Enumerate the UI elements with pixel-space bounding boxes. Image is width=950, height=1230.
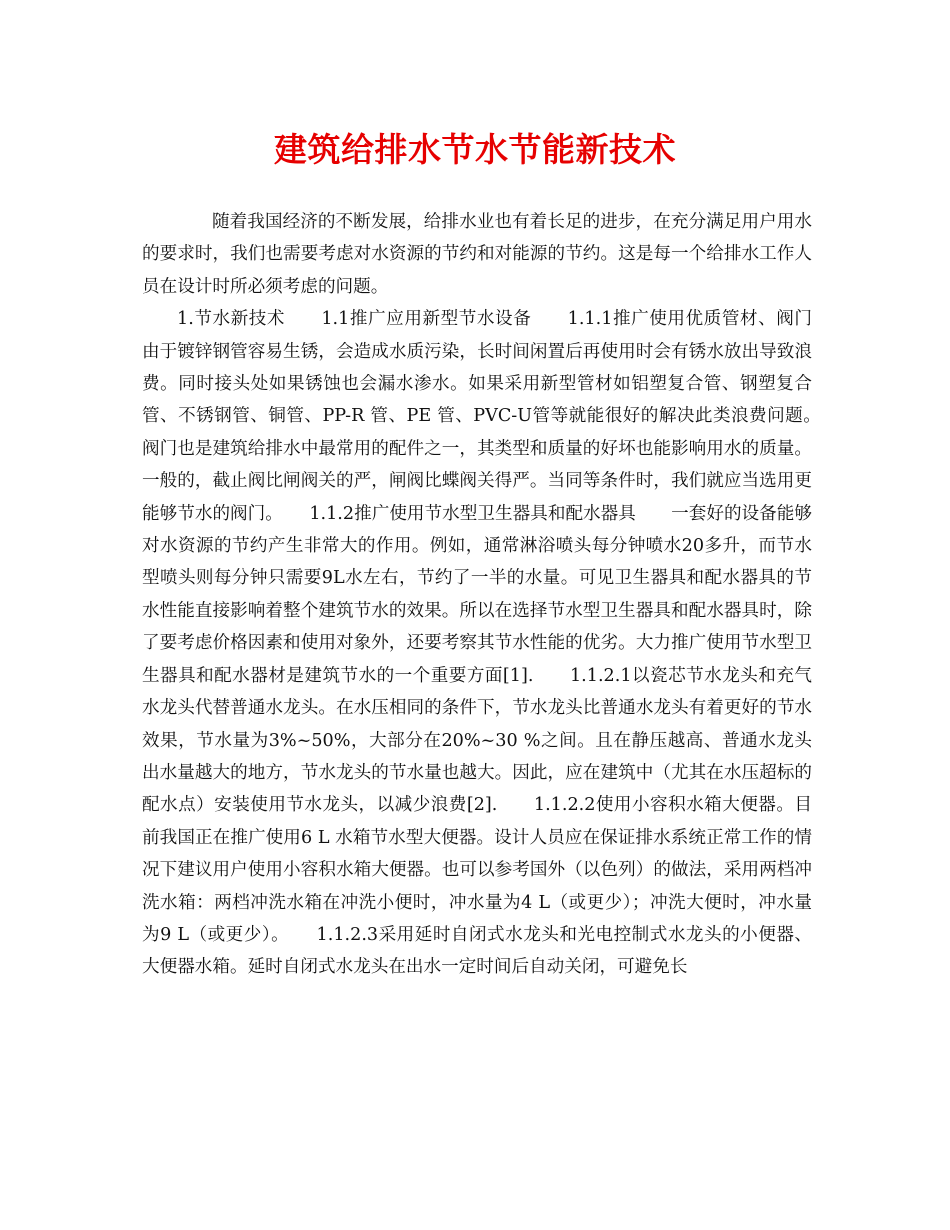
- document-title: 建筑给排水节水节能新技术: [274, 130, 676, 169]
- paragraph-water-saving: 1.节水新技术 1.1推广应用新型节水设备 1.1.1推广使用优质管材、阀门 由于镀锌钢管容易生锈，会造成水质污染，长时间闲置后再使用时会有锈水放出导致浪费。同时接头处如果锈蚀也会漏水渗水。如果采用新型管材如铝塑复合管、钢塑复合管、不锈钢管、铜管、PP-R 管、PE 管、PVC-U管等就能很好的解决此类浪费问题。 阀门也是建筑给排水中最常用的配件之一，其类型和质量的好坏也能影响用水的质量。一般的，截止阀比闸阀关的严，闸阀比蝶阀关得严。当同等条件时，我们就应当选用更能够节水的阀门。 1.1.2推广使用节水型卫生器具和配水器具 一套好的设备能够对水资源的节约产生非常大的作用。例如，通常淋浴喷头每分钟喷水20多升，而节水型喷头则每分钟只需要9L水左右，节约了一半的水量。可见卫生器具和配水器具的节水性能直接影响着整个建筑节水的效果。所以在选择节水型卫生器具和配水器具时，除了要考虑价格因素和使用对象外，还要考察其节水性能的优劣。大力推广使用节水型卫生器具和配水器材是建筑节水的一个重要方面[1]. 1.1.2.1以瓷芯节水龙头和充气水龙头代替普通水龙头。在水压相同的条件下，节水龙头比普通水龙头有着更好的节水效果，节水量为3%~50%，大部分在20%~30 %之间。且在静压越高、普通水龙头出水量越大的地方，节水龙头的节水量也越大。因此，应在建筑中（尤其在水压超标的配水点）安装使用节水龙头，以减少浪费[2]. 1.1.2.2使用小容积水箱大便器。目前我国正在推广使用6 L 水箱节水型大便器。设计人员应在保证排水系统正常工作的情况下建议用户使用小容积水箱大便器。也可以参考国外（以色列）的做法，采用两档冲洗水箱：两档冲洗水箱在冲洗小便时，冲水量为4 L（或更少）；冲洗大便时，冲水量为9 L（或更少）。 1.1.2.3采用延时自闭式水龙头和光电控制式水龙头的小便器、大便器水箱。延时自闭式水龙头在出水一定时间后自动关闭，可避免长: [142, 309, 848, 978]
- paragraph-intro: 随着我国经济的不断发展，给排水业也有着长足的进步，在充分满足用户用水的要求时，我们也需要考虑对水资源的节约和对能源的节约。这是每一个给排水工作人员在设计时所必须考虑的问题。: [142, 212, 812, 297]
- document-body: [142, 206, 848, 984]
